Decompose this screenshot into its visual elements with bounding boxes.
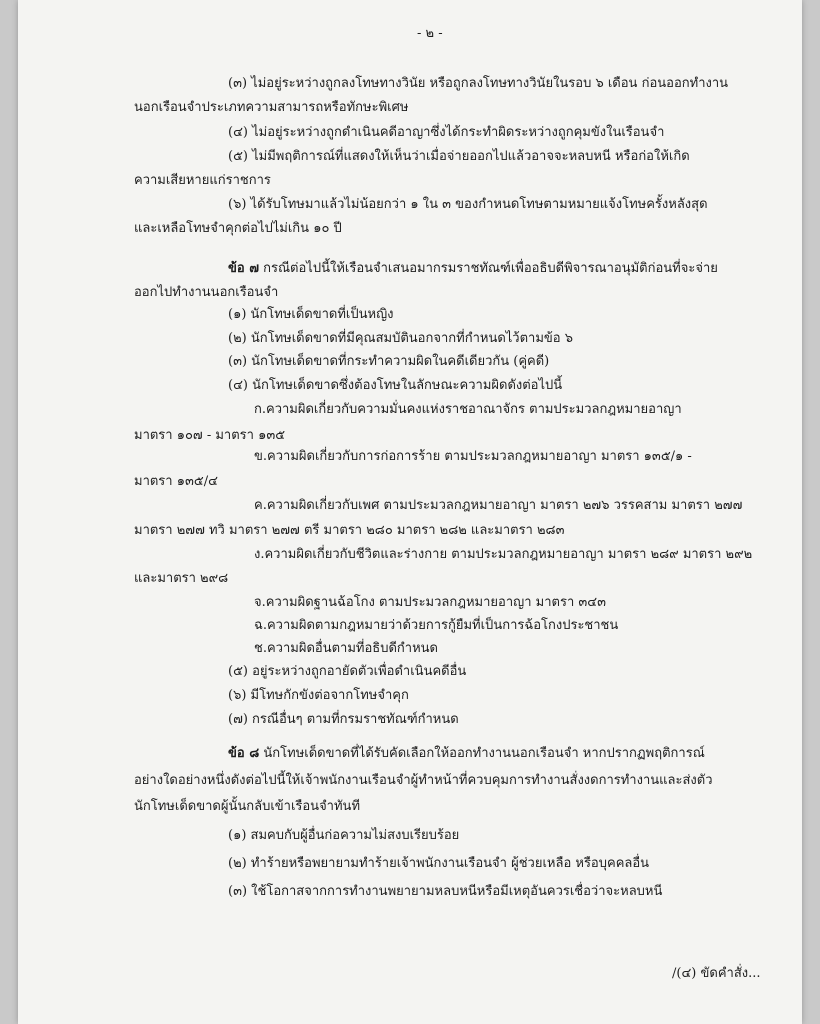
clause-7-item-2: (๒) นักโทษเด็ดขาดที่มีคุณสมบัตินอกจากที่กำหนดไว้ตามข้อ ๖ xyxy=(228,331,573,346)
clause-8-line-1 xyxy=(228,745,705,763)
document-page xyxy=(18,0,802,1024)
clause-8-line-3: นักโทษเด็ดขาดผู้นั้นกลับเข้าเรือนจำทันที xyxy=(134,799,361,814)
sub-b-line-1: ข.ความผิดเกี่ยวกับการก่อการร้าย ตามประมวลกฎหมายอาญา มาตรา ๑๓๕/๑ - xyxy=(254,449,692,464)
sub-d-line-2: และมาตรา ๒๙๘ xyxy=(134,571,229,586)
clause-8-line-2: อย่างใดอย่างหนึ่งดังต่อไปนี้ให้เจ้าพนักงานเรือนจำผู้ทำหน้าที่ควบคุมการทำงานสั่งงดการทำงานและส่งตัว xyxy=(134,773,713,788)
sub-b-line-2: มาตรา ๑๓๕/๔ xyxy=(134,474,218,489)
sub-f: ฉ.ความผิดตามกฎหมายว่าด้วยการกู้ยืมที่เป็นการฉ้อโกงประชาชน xyxy=(254,618,619,633)
clause-8-item-3: (๓) ใช้โอกาสจากการทำงานพยายามหลบหนีหรือมีเหตุอันควรเชื่อว่าจะหลบหนี xyxy=(228,884,663,899)
clause-7-item-5: (๕) อยู่ระหว่างถูกอายัดตัวเพื่อดำเนินคดีอื่น xyxy=(228,664,467,679)
item-4: (๔) ไม่อยู่ระหว่างถูกดำเนินคดีอาญาซึ่งได้กระทำผิดระหว่างถูกคุมขังในเรือนจำ xyxy=(228,125,665,140)
clause-7-heading: ข้อ ๗ xyxy=(228,261,259,276)
page-number: - ๒ - xyxy=(417,26,443,41)
clause-7-item-1: (๑) นักโทษเด็ดขาดที่เป็นหญิง xyxy=(228,307,394,322)
sub-c-line-1: ค.ความผิดเกี่ยวกับเพศ ตามประมวลกฎหมายอาญา มาตรา ๒๗๖ วรรคสาม มาตรา ๒๗๗ xyxy=(254,498,743,513)
clause-8-heading: ข้อ ๘ xyxy=(228,746,260,761)
clause-7-item-6: (๖) มีโทษกักขังต่อจากโทษจำคุก xyxy=(228,688,409,703)
clause-7-text: กรณีต่อไปนี้ให้เรือนจำเสนอมากรมราชทัณฑ์เพื่ออธิบดีพิจารณาอนุมัติก่อนที่จะจ่าย xyxy=(263,261,718,276)
sub-a-line-2: มาตรา ๑๐๗ - มาตรา ๑๓๕ xyxy=(134,428,286,443)
item-5-line-1: (๕) ไม่มีพฤติการณ์ที่แสดงให้เห็นว่าเมื่อจ่ายออกไปแล้วอาจจะหลบหนี หรือก่อให้เกิด xyxy=(228,149,690,164)
clause-7-item-4: (๔) นักโทษเด็ดขาดซึ่งต้องโทษในลักษณะความผิดดังต่อไปนี้ xyxy=(228,378,563,393)
item-3-line-1: (๓) ไม่อยู่ระหว่างถูกลงโทษทางวินัย หรือถูกลงโทษทางวินัยในรอบ ๖ เดือน ก่อนออกทำงาน xyxy=(228,76,729,91)
sub-d-line-1: ง.ความผิดเกี่ยวกับชีวิตและร่างกาย ตามประมวลกฎหมายอาญา มาตรา ๒๘๙ มาตรา ๒๙๒ xyxy=(254,547,753,562)
clause-8-text: นักโทษเด็ดขาดที่ได้รับคัดเลือกให้ออกทำงานนอกเรือนจำ หากปรากฏพฤติการณ์ xyxy=(263,746,705,761)
item-6-line-1: (๖) ได้รับโทษมาแล้วไม่น้อยกว่า ๑ ใน ๓ ของกำหนดโทษตามหมายแจ้งโทษครั้งหลังสุด xyxy=(228,197,708,212)
item-5-line-2: ความเสียหายแก่ราชการ xyxy=(134,173,271,188)
clause-7-line-1 xyxy=(228,260,718,278)
continuation-note: /(๔) ขัดคำสั่ง... xyxy=(672,966,761,981)
clause-8-item-2: (๒) ทำร้ายหรือพยายามทำร้ายเจ้าพนักงานเรือนจำ ผู้ช่วยเหลือ หรือบุคคลอื่น xyxy=(228,856,650,871)
clause-7-item-3: (๓) นักโทษเด็ดขาดที่กระทำความผิดในคดีเดียวกัน (คู่คดี) xyxy=(228,354,550,369)
sub-a-line-1: ก.ความผิดเกี่ยวกับความมั่นคงแห่งราชอาณาจักร ตามประมวลกฎหมายอาญา xyxy=(254,402,682,417)
sub-g: ช.ความผิดอื่นตามที่อธิบดีกำหนด xyxy=(254,641,438,656)
clause-7-line-2: ออกไปทำงานนอกเรือนจำ xyxy=(134,285,279,300)
sub-c-line-2: มาตรา ๒๗๗ ทวิ มาตรา ๒๗๗ ตรี มาตรา ๒๘๐ มาตรา ๒๘๒ และมาตรา ๒๘๓ xyxy=(134,523,565,538)
clause-8-item-1: (๑) สมคบกับผู้อื่นก่อความไม่สงบเรียบร้อย xyxy=(228,828,460,843)
clause-7-item-7: (๗) กรณีอื่นๆ ตามที่กรมราชทัณฑ์กำหนด xyxy=(228,712,459,727)
item-6-line-2: และเหลือโทษจำคุกต่อไปไม่เกิน ๑๐ ปี xyxy=(134,221,342,236)
sub-e: จ.ความผิดฐานฉ้อโกง ตามประมวลกฎหมายอาญา มาตรา ๓๔๓ xyxy=(254,595,607,610)
item-3-line-2: นอกเรือนจำประเภทความสามารถหรือทักษะพิเศษ xyxy=(134,100,409,115)
